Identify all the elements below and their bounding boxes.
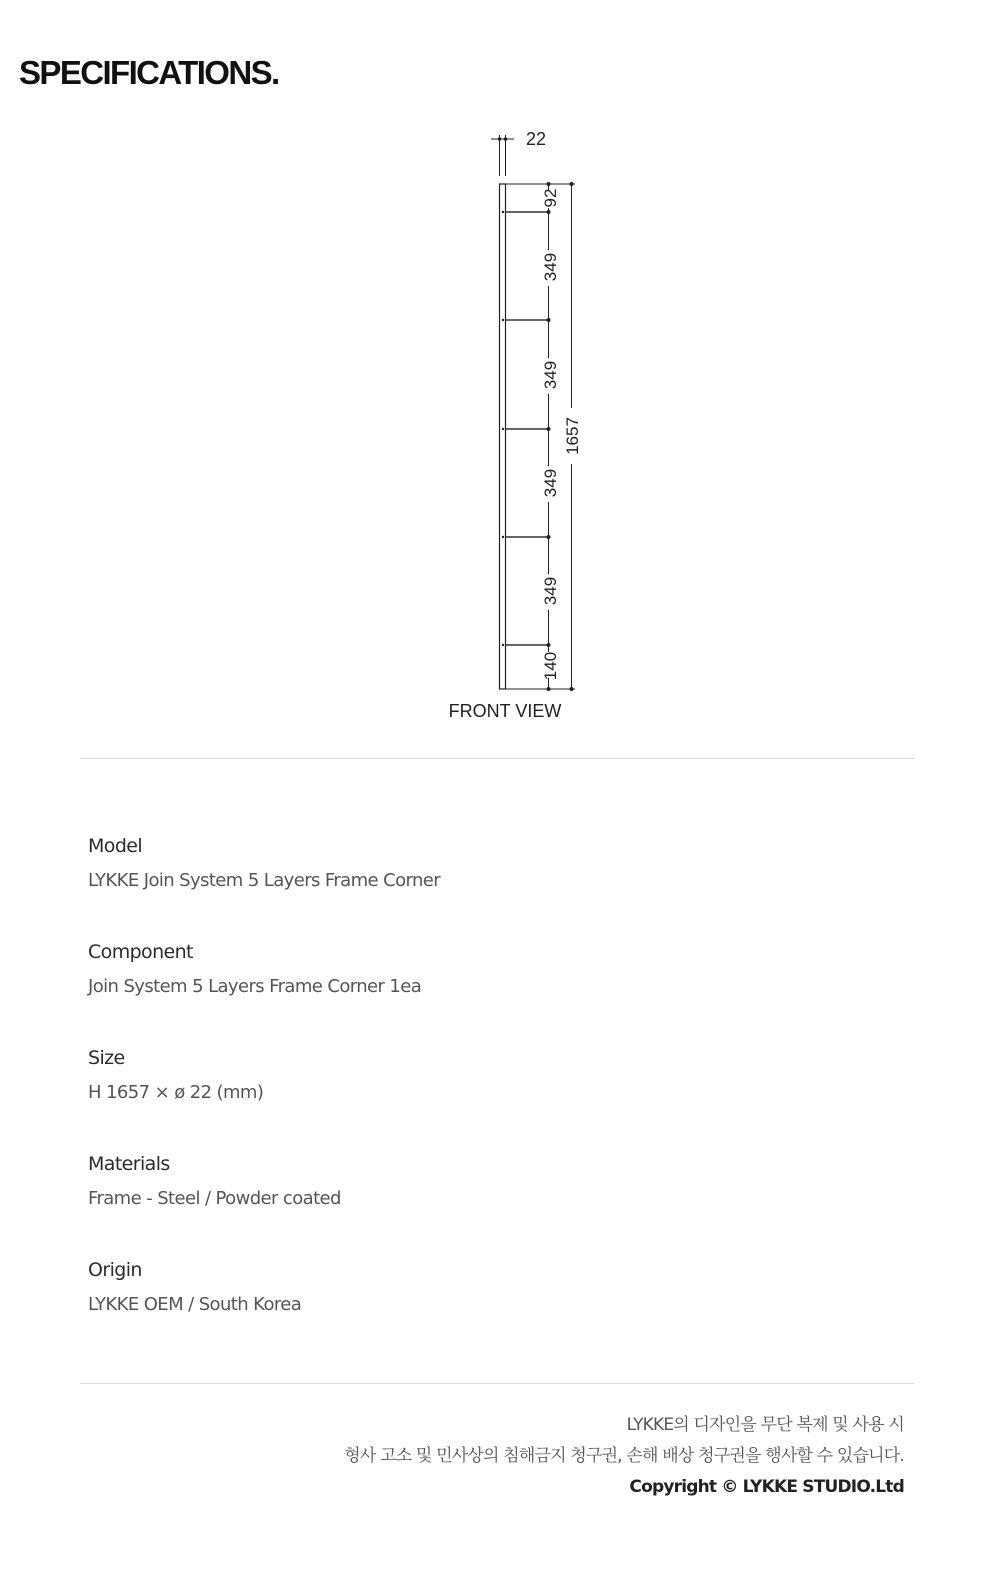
top-offset-label: 92 (541, 188, 560, 208)
notice-line-1: LYKKE의 디자인을 무단 복제 및 사용 시 (626, 1415, 904, 1435)
gap-label-4: 349 (541, 576, 560, 606)
dimension-dot (498, 137, 502, 141)
spec-materials (88, 1150, 888, 1256)
diameter-dimension (491, 135, 514, 176)
footer-divider (80, 1383, 914, 1384)
total-height-label: 1657 (563, 417, 582, 455)
page-title: SPECIFICATIONS. (19, 54, 279, 91)
spec-value: Join System 5 Layers Frame Corner 1ea (88, 976, 422, 997)
spec-label: Size (88, 1047, 125, 1069)
copyright-notice (344, 1410, 904, 1503)
spec-label: Component (88, 941, 193, 963)
view-label: FRONT VIEW (448, 701, 562, 721)
diameter-label: 22 (526, 129, 547, 149)
copyright-text: Copyright © LYKKE STUDIO.Ltd (629, 1477, 904, 1497)
spec-value: LYKKE Join System 5 Layers Frame Corner (88, 870, 441, 891)
spec-origin (88, 1256, 888, 1362)
specifications-list (88, 832, 888, 1362)
spec-value: Frame - Steel / Powder coated (88, 1188, 341, 1209)
section-divider (80, 758, 914, 759)
gap-label-1: 349 (541, 252, 560, 282)
front-view-drawing (420, 120, 620, 730)
spec-component (88, 938, 888, 1044)
dimension-dot (504, 137, 508, 141)
spec-label: Materials (88, 1153, 170, 1175)
spec-label: Model (88, 835, 143, 857)
spec-size (88, 1044, 888, 1150)
gap-label-3: 349 (541, 468, 560, 498)
notice-line-2: 형사 고소 및 민사상의 침해금지 청구권, 손해 배상 청구권을 행사할 수 있습니다. (344, 1446, 904, 1466)
bottom-offset-label: 140 (541, 651, 560, 681)
frame-post (500, 184, 506, 689)
spec-value: LYKKE OEM / South Korea (88, 1294, 302, 1315)
spec-value: H 1657 × ø 22 (mm) (88, 1082, 264, 1103)
dimension-dot (570, 182, 574, 186)
spec-model (88, 832, 888, 938)
dimension-dot (570, 687, 574, 691)
gap-label-2: 349 (541, 360, 560, 390)
spec-label: Origin (88, 1259, 142, 1281)
